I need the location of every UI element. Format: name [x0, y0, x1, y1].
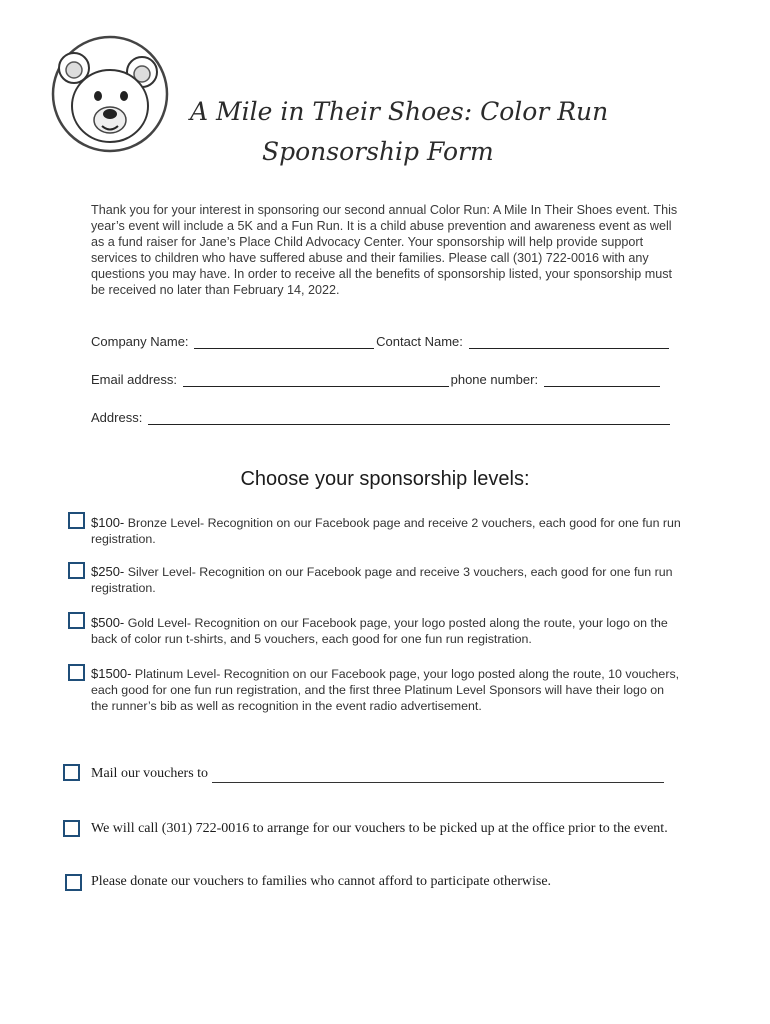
silver-level-price: $250-	[91, 564, 125, 579]
platinum-level-price: $1500-	[91, 666, 132, 681]
email-phone-row	[91, 372, 662, 392]
teddy-bear-icon	[50, 30, 170, 158]
page-title	[190, 92, 660, 172]
donate-vouchers-checkbox[interactable]	[65, 874, 82, 891]
silver-level-option	[91, 564, 681, 596]
silver-level-checkbox[interactable]	[68, 562, 85, 579]
contact-name-label: Contact Name:	[376, 334, 463, 349]
address-row	[91, 410, 672, 430]
email-label: Email address:	[91, 372, 177, 387]
sponsorship-levels-heading: Choose your sponsorship levels:	[240, 468, 530, 490]
bronze-level-checkbox[interactable]	[68, 512, 85, 529]
title-line-2: Sponsorship Form	[262, 137, 494, 166]
address-field[interactable]	[148, 410, 670, 425]
bronze-level-price: $100-	[91, 515, 125, 530]
donate-vouchers-option: Please donate our vouchers to families who cannot afford to participate otherwise.	[91, 874, 552, 889]
mail-vouchers-checkbox[interactable]	[63, 764, 80, 781]
phone-label: phone number:	[450, 372, 539, 387]
gold-level-option	[91, 615, 681, 647]
silver-level-text: Silver Level- Recognition on our Facebook page and receive 3 vouchers, each good for one fun run registration.	[91, 565, 673, 595]
mail-vouchers-option	[91, 765, 686, 783]
platinum-level-checkbox[interactable]	[68, 664, 85, 681]
gold-level-checkbox[interactable]	[68, 612, 85, 629]
title-line-1: A Mile in Their Shoes: Color Run	[190, 97, 609, 126]
company-contact-row	[91, 334, 671, 354]
address-label: Address:	[91, 410, 143, 425]
contact-name-field[interactable]	[469, 334, 669, 349]
platinum-level-option	[91, 666, 681, 714]
gold-level-price: $500-	[91, 615, 125, 630]
company-name-field[interactable]	[194, 334, 374, 349]
bronze-level-text: Bronze Level- Recognition on our Facebook page and receive 2 vouchers, each good for one fun run registration.	[91, 516, 681, 546]
bronze-level-option	[91, 515, 681, 547]
mail-vouchers-label: Mail our vouchers to	[91, 766, 209, 781]
pickup-vouchers-checkbox[interactable]	[63, 820, 80, 837]
intro-paragraph: Thank you for your interest in sponsoring our second annual Color Run: A Mile In Their Shoes event. This year’s event will include a 5K and a Fun Run. It is a child abuse prevention and awareness event as well as a fund raiser for Jane’s Place Child Advocacy Center. Your sponsorship will help provide support services to children who have suffered abuse and their families. Please call (301) 722-0016 with any questions you may have. In order to receive all the benefits of sponsorship listed, your sponsorship must be received no later than February 14, 2022.	[91, 203, 678, 297]
gold-level-text: Gold Level- Recognition on our Facebook page, your logo posted along the route, your logo on the back of color run t-shirts, and 5 vouchers, each good for one fun run registration.	[91, 616, 668, 646]
email-field[interactable]	[183, 372, 449, 387]
company-name-label: Company Name:	[91, 334, 189, 349]
phone-field[interactable]	[544, 372, 660, 387]
pickup-vouchers-option: We will call (301) 722-0016 to arrange for our vouchers to be picked up at the office prior to the event.	[91, 821, 668, 836]
platinum-level-text: Platinum Level- Recognition on our Facebook page, your logo posted along the route, 10 vouchers, each good for one fun run registration, and the first three Platinum Level Sponsors will have their logo on the runner’s bib as well as recognition in the event radio advertisement.	[91, 667, 680, 713]
mail-address-field[interactable]	[212, 768, 664, 783]
